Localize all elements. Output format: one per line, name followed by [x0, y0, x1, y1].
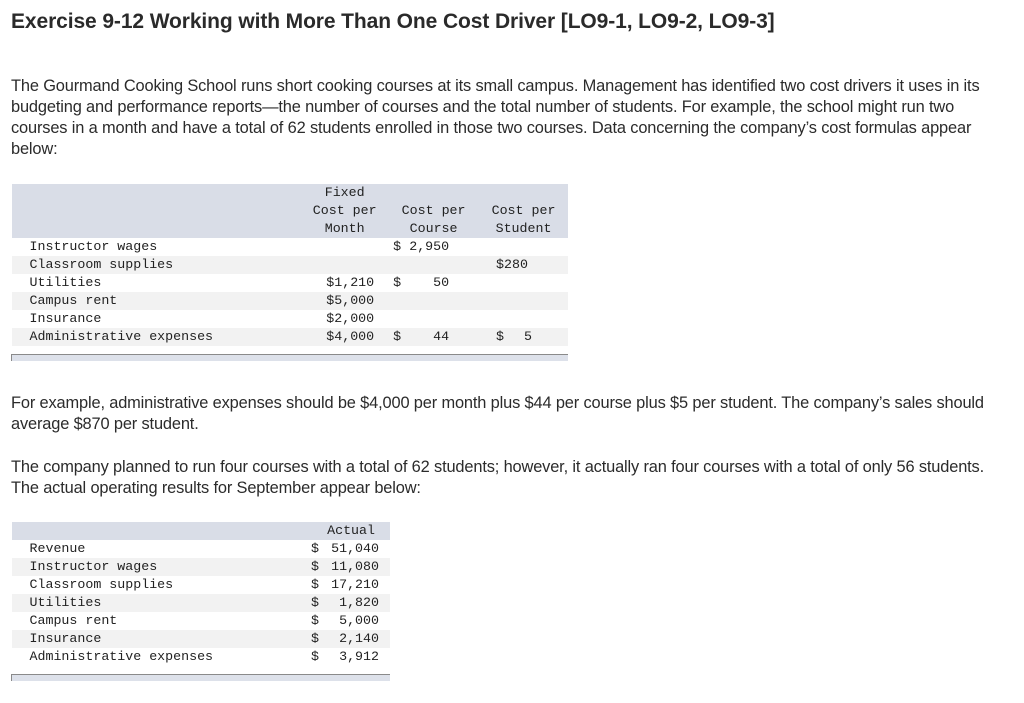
actual-value: $ 5,000	[301, 612, 390, 630]
table-footer-bar	[12, 355, 569, 362]
course-cost-value: $ 44	[388, 328, 479, 346]
actual-value: $ 11,080	[301, 558, 390, 576]
row-label: Administrative expenses	[12, 328, 302, 346]
course-cost-value: $ 2,950	[388, 238, 479, 256]
course-cost-value: $ 50	[388, 274, 479, 292]
row-label: Campus rent	[12, 612, 302, 630]
table-row	[12, 630, 391, 648]
row-label: Insurance	[12, 310, 302, 328]
actual-value: $ 17,210	[301, 576, 390, 594]
student-cost-value: $ 5	[479, 328, 568, 346]
table-row	[12, 292, 569, 310]
course-cost-value	[388, 256, 479, 274]
row-label: Classroom supplies	[12, 256, 302, 274]
row-label: Campus rent	[12, 292, 302, 310]
table-footer-bar	[12, 675, 391, 682]
row-label: Utilities	[12, 274, 302, 292]
table-row	[12, 256, 569, 274]
table-row	[12, 612, 391, 630]
table-row	[12, 328, 569, 346]
student-cost-value	[479, 292, 568, 310]
cost-formula-table	[11, 184, 568, 361]
table-row	[12, 238, 569, 256]
table-row	[12, 274, 569, 292]
header-blank	[12, 522, 302, 540]
student-cost-value	[479, 238, 568, 256]
row-label: Revenue	[12, 540, 302, 558]
actual-results-paragraph: The company planned to run four courses with a total of 62 students; however, it actually ran four courses with a total of only 56 students. The actual operating results for September appear below:	[11, 458, 985, 497]
table-row	[12, 576, 391, 594]
table-row	[12, 648, 391, 666]
course-cost-value	[388, 310, 479, 328]
fixed-cost-value: $4,000	[301, 328, 388, 346]
header-fixed-cost-per-month: Fixed Cost per Month	[301, 184, 388, 238]
row-label: Instructor wages	[12, 238, 302, 256]
table-row	[12, 310, 569, 328]
row-label: Instructor wages	[12, 558, 302, 576]
row-label: Utilities	[12, 594, 302, 612]
student-cost-value	[479, 274, 568, 292]
fixed-cost-value: $1,210	[301, 274, 388, 292]
fixed-cost-value	[301, 238, 388, 256]
course-cost-value	[388, 292, 479, 310]
actual-value: $ 1,820	[301, 594, 390, 612]
header-cost-per-student: Cost per Student	[479, 184, 568, 238]
fixed-cost-value: $5,000	[301, 292, 388, 310]
table-row	[12, 540, 391, 558]
row-label: Insurance	[12, 630, 302, 648]
header-cost-per-course: Cost per Course	[388, 184, 479, 238]
header-actual: Actual	[301, 522, 390, 540]
intro-paragraph: The Gourmand Cooking School runs short cooking courses at its small campus. Management has identified two cost drivers it uses in its budgeting and performance reports—the number of courses and the total number of students. For example, the school might run two courses in a month and have a total of 62 students enrolled in those two courses. Data concerning the company’s cost formulas appear below:	[11, 77, 980, 158]
example-paragraph: For example, administrative expenses should be $4,000 per month plus $44 per course plus $5 per student. The company’s sales should average $870 per student.	[11, 394, 984, 433]
actual-value: $ 3,912	[301, 648, 390, 666]
fixed-cost-value	[301, 256, 388, 274]
fixed-cost-value: $2,000	[301, 310, 388, 328]
table-row	[12, 594, 391, 612]
student-cost-value	[479, 310, 568, 328]
header-blank	[12, 184, 302, 238]
actual-value: $ 51,040	[301, 540, 390, 558]
exercise-title: Exercise 9-12 Working with More Than One Cost Driver [LO9-1, LO9-2, LO9-3]	[11, 10, 775, 33]
actual-results-table	[11, 522, 390, 681]
student-cost-value: $280	[479, 256, 568, 274]
actual-value: $ 2,140	[301, 630, 390, 648]
table-row	[12, 558, 391, 576]
row-label: Classroom supplies	[12, 576, 302, 594]
row-label: Administrative expenses	[12, 648, 302, 666]
